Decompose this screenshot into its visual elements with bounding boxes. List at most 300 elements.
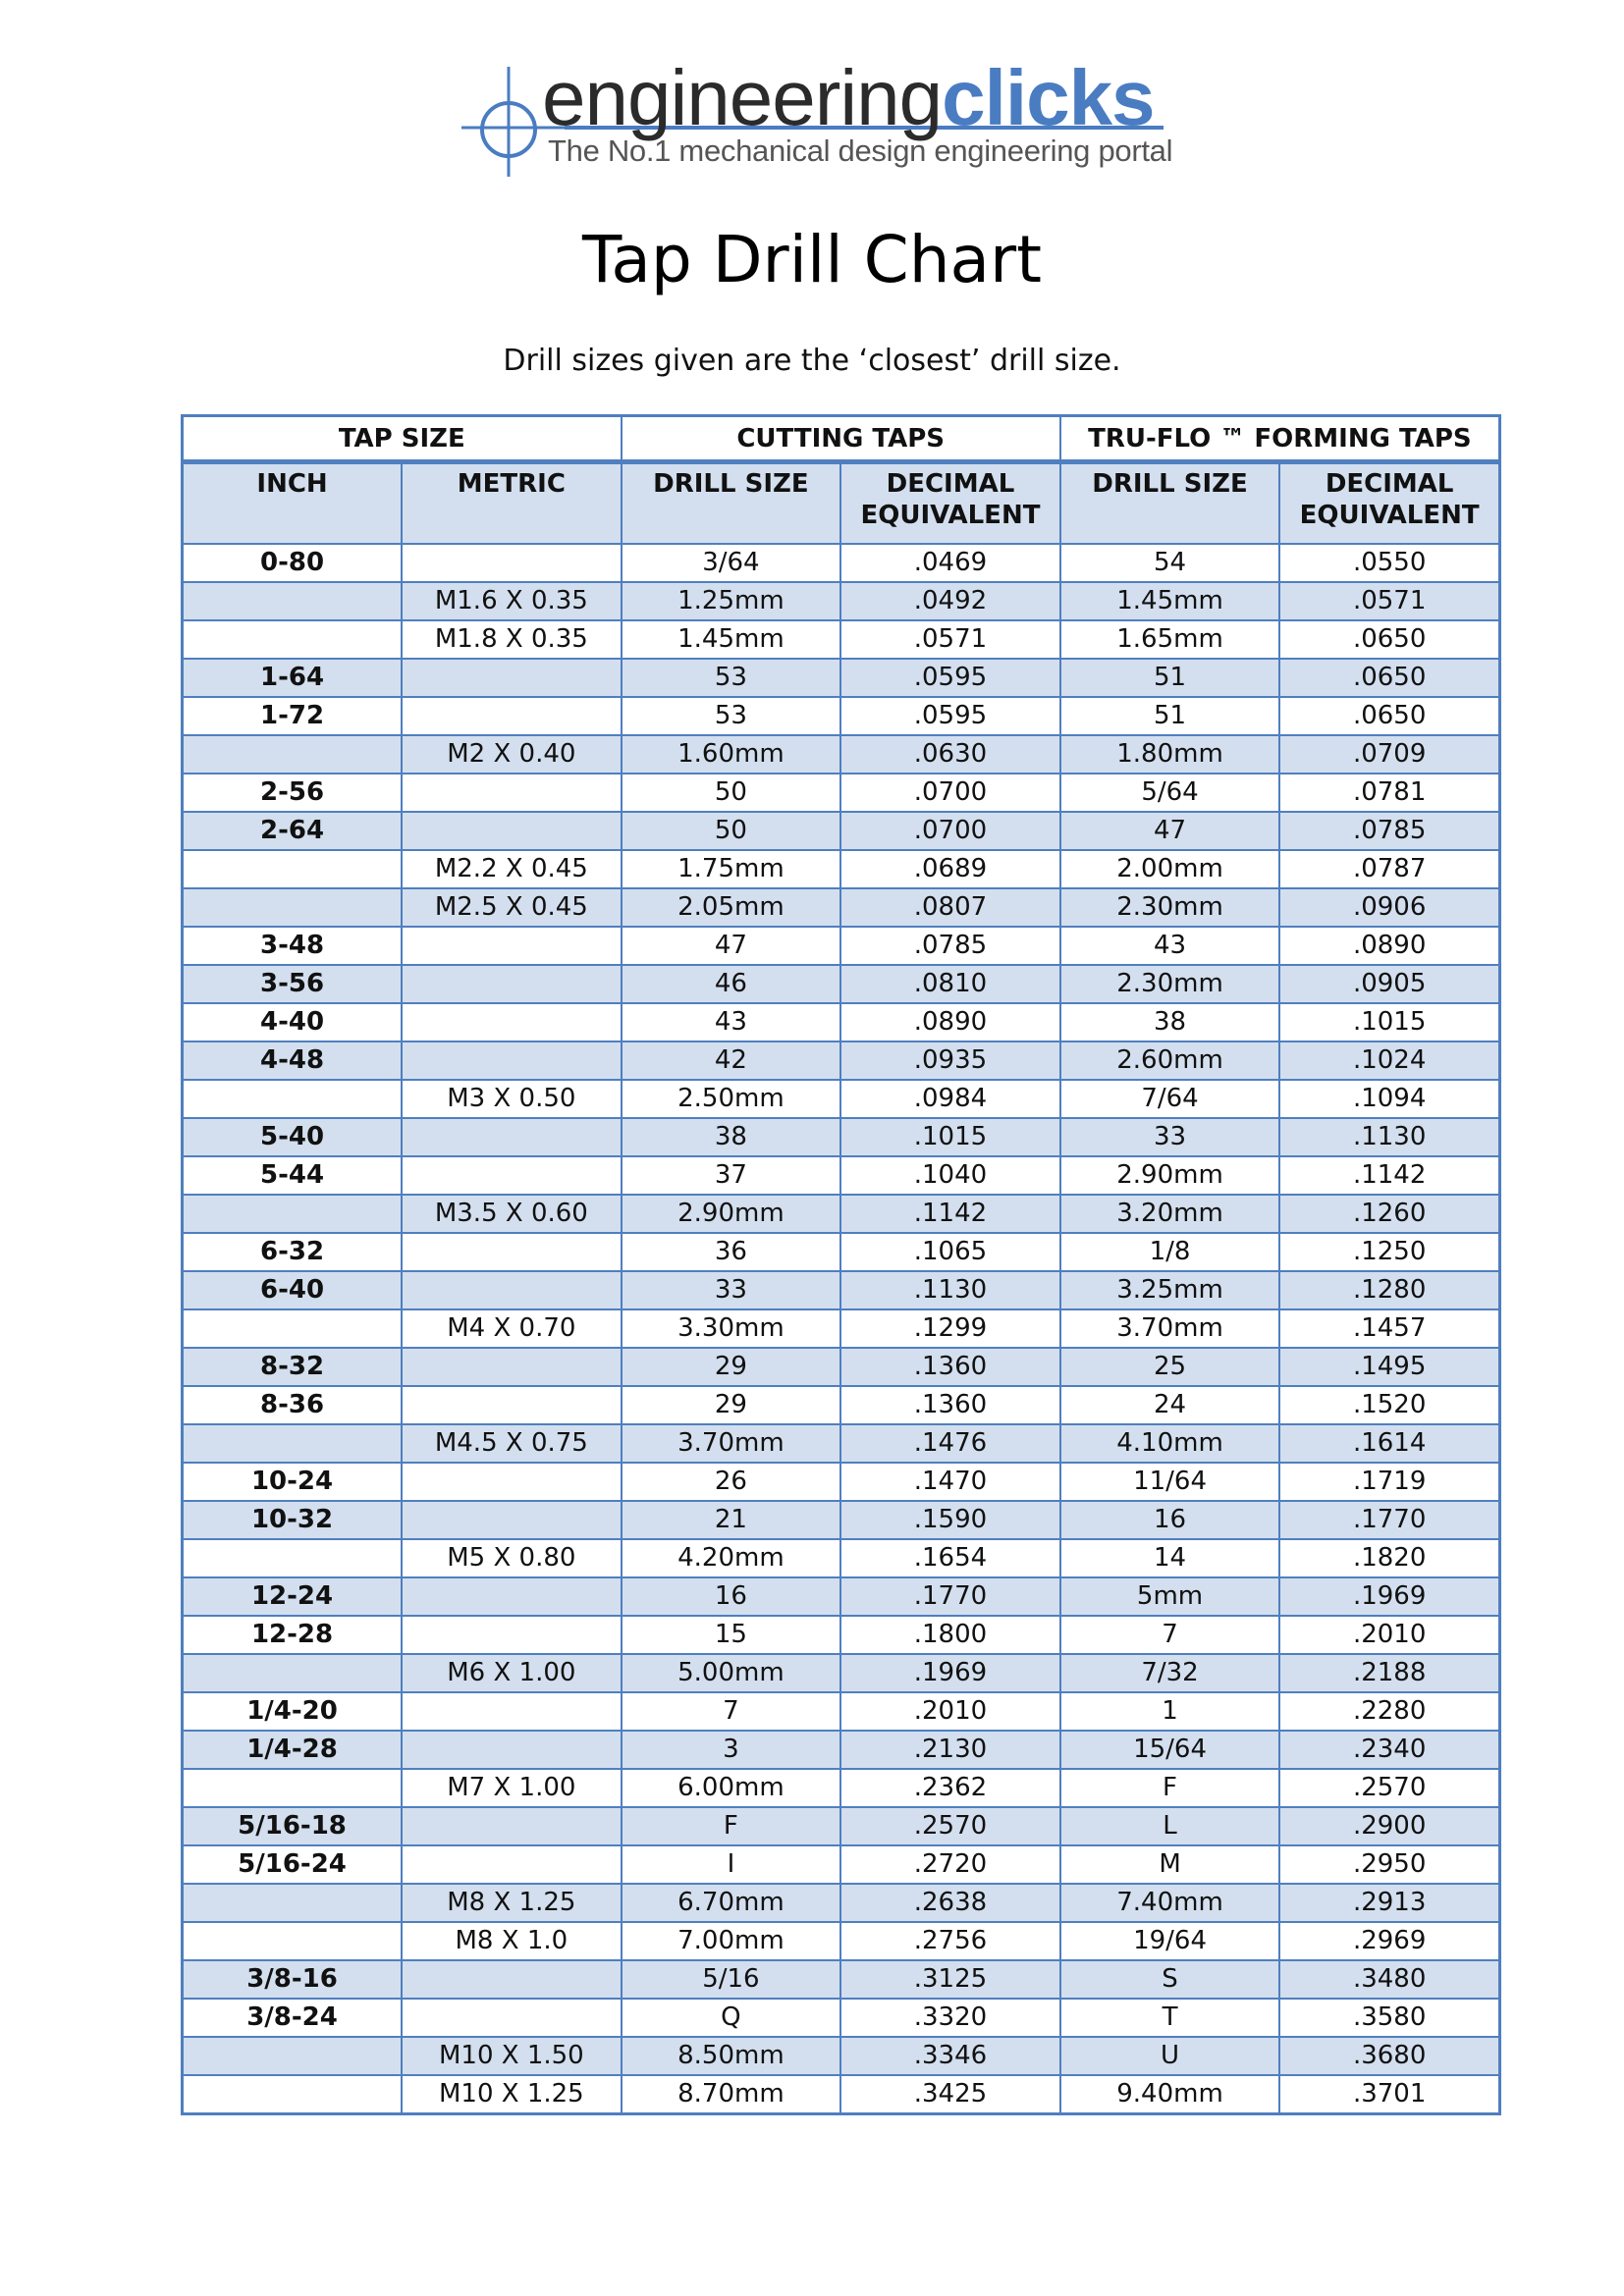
cell-cutting-decimal: .1470 [840, 1463, 1060, 1501]
cell-metric [402, 1577, 622, 1616]
cell-cutting-decimal: .1015 [840, 1118, 1060, 1156]
cell-cutting-decimal: .2638 [840, 1884, 1060, 1922]
cell-forming-drill-size: 7/32 [1060, 1654, 1280, 1692]
cell-inch: 4-48 [183, 1041, 403, 1080]
table-row [183, 1348, 1500, 1386]
table-row [183, 1616, 1500, 1654]
cell-inch: 6-32 [183, 1233, 403, 1271]
cell-cutting-drill-size: 3/64 [622, 544, 841, 582]
cell-cutting-drill-size: 16 [622, 1577, 841, 1616]
cell-forming-drill-size: 2.90mm [1060, 1156, 1280, 1195]
cell-metric: M6 X 1.00 [402, 1654, 622, 1692]
cell-cutting-decimal: .2362 [840, 1769, 1060, 1807]
cell-cutting-drill-size: 2.90mm [622, 1195, 841, 1233]
cell-cutting-drill-size: 1.25mm [622, 582, 841, 620]
table-row [183, 965, 1500, 1003]
cell-forming-drill-size: 5mm [1060, 1577, 1280, 1616]
table-row [183, 697, 1500, 735]
cell-metric [402, 1999, 622, 2037]
cell-cutting-decimal: .3125 [840, 1960, 1060, 1999]
cell-metric: M5 X 0.80 [402, 1539, 622, 1577]
cell-inch [183, 888, 403, 927]
cell-metric: M4.5 X 0.75 [402, 1424, 622, 1463]
cell-forming-drill-size: 5/64 [1060, 774, 1280, 812]
cell-forming-decimal: .0906 [1279, 888, 1499, 927]
cell-cutting-decimal: .0469 [840, 544, 1060, 582]
cell-metric [402, 697, 622, 735]
cell-metric: M10 X 1.50 [402, 2037, 622, 2075]
cell-inch [183, 735, 403, 774]
cell-cutting-drill-size: I [622, 1845, 841, 1884]
group-header-forming-taps: TRU-FLO ™ FORMING TAPS [1060, 416, 1500, 462]
cell-cutting-drill-size: 7.00mm [622, 1922, 841, 1960]
cell-cutting-drill-size: 21 [622, 1501, 841, 1539]
cell-forming-decimal: .3480 [1279, 1960, 1499, 1999]
cell-cutting-decimal: .0595 [840, 697, 1060, 735]
cell-forming-decimal: .0571 [1279, 582, 1499, 620]
cell-metric [402, 1692, 622, 1731]
cell-forming-drill-size: 2.00mm [1060, 850, 1280, 888]
col-header-forming-drill-size: DRILL SIZE [1060, 462, 1280, 545]
cell-forming-drill-size: 51 [1060, 659, 1280, 697]
cell-inch: 2-64 [183, 812, 403, 850]
cell-forming-drill-size: 24 [1060, 1386, 1280, 1424]
table-row [183, 927, 1500, 965]
table-row [183, 1463, 1500, 1501]
cell-forming-drill-size: 7/64 [1060, 1080, 1280, 1118]
cell-forming-decimal: .0550 [1279, 544, 1499, 582]
cell-cutting-decimal: .0571 [840, 620, 1060, 659]
cell-metric: M10 X 1.25 [402, 2075, 622, 2114]
cell-forming-decimal: .1719 [1279, 1463, 1499, 1501]
cell-cutting-drill-size: 53 [622, 697, 841, 735]
table-row [183, 1386, 1500, 1424]
group-header-cutting-taps: CUTTING TAPS [622, 416, 1060, 462]
cell-inch: 2-56 [183, 774, 403, 812]
table-row [183, 1118, 1500, 1156]
table-row [183, 850, 1500, 888]
cell-forming-decimal: .1457 [1279, 1309, 1499, 1348]
cell-forming-decimal: .0787 [1279, 850, 1499, 888]
table-row [183, 888, 1500, 927]
cell-cutting-decimal: .2570 [840, 1807, 1060, 1845]
cell-inch: 6-40 [183, 1271, 403, 1309]
cell-forming-decimal: .0650 [1279, 620, 1499, 659]
cell-metric: M2.5 X 0.45 [402, 888, 622, 927]
cell-metric [402, 1156, 622, 1195]
cell-metric: M1.8 X 0.35 [402, 620, 622, 659]
cell-cutting-drill-size: 4.20mm [622, 1539, 841, 1577]
table-row [183, 1807, 1500, 1845]
cell-inch: 1/4-28 [183, 1731, 403, 1769]
cell-inch: 4-40 [183, 1003, 403, 1041]
cell-metric [402, 1731, 622, 1769]
cell-forming-drill-size: 1.80mm [1060, 735, 1280, 774]
cell-cutting-drill-size: 1.45mm [622, 620, 841, 659]
cell-forming-drill-size: F [1060, 1769, 1280, 1807]
cell-forming-decimal: .2280 [1279, 1692, 1499, 1731]
cell-inch [183, 1884, 403, 1922]
cell-forming-decimal: .1094 [1279, 1080, 1499, 1118]
cell-forming-decimal: .3680 [1279, 2037, 1499, 2075]
table-row [183, 1003, 1500, 1041]
table-row [183, 1156, 1500, 1195]
table-row [183, 2075, 1500, 2114]
cell-inch: 5/16-24 [183, 1845, 403, 1884]
cell-cutting-decimal: .0689 [840, 850, 1060, 888]
cell-forming-drill-size: 4.10mm [1060, 1424, 1280, 1463]
table-row [183, 659, 1500, 697]
cell-inch: 12-24 [183, 1577, 403, 1616]
cell-forming-decimal: .1250 [1279, 1233, 1499, 1271]
cell-forming-drill-size: 9.40mm [1060, 2075, 1280, 2114]
cell-inch [183, 1195, 403, 1233]
group-header-tap-size: TAP SIZE [183, 416, 622, 462]
cell-cutting-decimal: .1065 [840, 1233, 1060, 1271]
cell-cutting-drill-size: 7 [622, 1692, 841, 1731]
cell-cutting-drill-size: 46 [622, 965, 841, 1003]
table-row [183, 1731, 1500, 1769]
cell-forming-decimal: .1820 [1279, 1539, 1499, 1577]
cell-cutting-decimal: .1299 [840, 1309, 1060, 1348]
cell-cutting-decimal: .1360 [840, 1386, 1060, 1424]
cell-forming-drill-size: 19/64 [1060, 1922, 1280, 1960]
cell-cutting-decimal: .1040 [840, 1156, 1060, 1195]
cell-forming-drill-size: U [1060, 2037, 1280, 2075]
cell-forming-decimal: .2969 [1279, 1922, 1499, 1960]
table-row [183, 1501, 1500, 1539]
cell-cutting-drill-size: 3.70mm [622, 1424, 841, 1463]
logo-word-clicks: clicks [942, 54, 1155, 141]
cell-cutting-drill-size: 5.00mm [622, 1654, 841, 1692]
cell-forming-decimal: .2900 [1279, 1807, 1499, 1845]
cell-metric [402, 1845, 622, 1884]
cell-cutting-drill-size: 3 [622, 1731, 841, 1769]
cell-cutting-decimal: .1130 [840, 1271, 1060, 1309]
cell-forming-decimal: .1969 [1279, 1577, 1499, 1616]
cell-cutting-decimal: .1476 [840, 1424, 1060, 1463]
cell-inch: 3/8-16 [183, 1960, 403, 1999]
cell-inch: 10-24 [183, 1463, 403, 1501]
table-row [183, 812, 1500, 850]
cell-inch [183, 1424, 403, 1463]
cell-cutting-decimal: .1142 [840, 1195, 1060, 1233]
table-row [183, 1309, 1500, 1348]
column-header-row [183, 462, 1500, 545]
group-header-row [183, 416, 1500, 462]
cell-cutting-drill-size: 50 [622, 774, 841, 812]
cell-forming-drill-size: 38 [1060, 1003, 1280, 1041]
cell-inch: 1-64 [183, 659, 403, 697]
cell-metric [402, 812, 622, 850]
cell-forming-drill-size: 14 [1060, 1539, 1280, 1577]
cell-metric [402, 927, 622, 965]
cell-cutting-drill-size: 6.70mm [622, 1884, 841, 1922]
table-row [183, 774, 1500, 812]
cell-metric: M2.2 X 0.45 [402, 850, 622, 888]
page-title: Tap Drill Chart [581, 222, 1043, 297]
cell-inch [183, 1539, 403, 1577]
cell-cutting-decimal: .0700 [840, 812, 1060, 850]
cell-cutting-drill-size: 1.75mm [622, 850, 841, 888]
table-row [183, 1577, 1500, 1616]
table-row [183, 1845, 1500, 1884]
cell-forming-drill-size: M [1060, 1845, 1280, 1884]
cell-forming-drill-size: 3.70mm [1060, 1309, 1280, 1348]
cell-cutting-drill-size: 36 [622, 1233, 841, 1271]
cell-inch: 1-72 [183, 697, 403, 735]
cell-forming-drill-size: 2.60mm [1060, 1041, 1280, 1080]
table-row [183, 1080, 1500, 1118]
cell-cutting-decimal: .0935 [840, 1041, 1060, 1080]
cell-metric [402, 1616, 622, 1654]
cell-cutting-decimal: .1654 [840, 1539, 1060, 1577]
col-header-metric: METRIC [402, 462, 622, 545]
cell-cutting-decimal: .2130 [840, 1731, 1060, 1769]
cell-inch: 0-80 [183, 544, 403, 582]
cell-inch: 8-36 [183, 1386, 403, 1424]
cell-forming-drill-size: 7 [1060, 1616, 1280, 1654]
cell-metric [402, 1041, 622, 1080]
table-row [183, 1654, 1500, 1692]
cell-cutting-decimal: .0890 [840, 1003, 1060, 1041]
cell-forming-decimal: .0709 [1279, 735, 1499, 774]
cell-metric: M4 X 0.70 [402, 1309, 622, 1348]
cell-cutting-decimal: .0630 [840, 735, 1060, 774]
table-row [183, 1539, 1500, 1577]
cell-inch: 1/4-20 [183, 1692, 403, 1731]
table-row [183, 1195, 1500, 1233]
cell-inch: 5/16-18 [183, 1807, 403, 1845]
engineeringclicks-logo [461, 49, 1178, 182]
cell-cutting-decimal: .2720 [840, 1845, 1060, 1884]
cell-cutting-decimal: .2756 [840, 1922, 1060, 1960]
cell-cutting-decimal: .1969 [840, 1654, 1060, 1692]
table-row [183, 1233, 1500, 1271]
cell-inch: 8-32 [183, 1348, 403, 1386]
cell-metric [402, 1501, 622, 1539]
cell-cutting-drill-size: 8.70mm [622, 2075, 841, 2114]
cell-forming-decimal: .1015 [1279, 1003, 1499, 1041]
cell-forming-decimal: .1770 [1279, 1501, 1499, 1539]
cell-inch: 3/8-24 [183, 1999, 403, 2037]
cell-forming-decimal: .0785 [1279, 812, 1499, 850]
cell-inch [183, 1922, 403, 1960]
cell-forming-decimal: .0890 [1279, 927, 1499, 965]
cell-forming-drill-size: L [1060, 1807, 1280, 1845]
table-row [183, 544, 1500, 582]
cell-inch: 12-28 [183, 1616, 403, 1654]
table-row [183, 620, 1500, 659]
cell-inch: 3-48 [183, 927, 403, 965]
cell-forming-decimal: .3580 [1279, 1999, 1499, 2037]
cell-metric [402, 965, 622, 1003]
cell-cutting-decimal: .0595 [840, 659, 1060, 697]
cell-forming-drill-size: T [1060, 1999, 1280, 2037]
table-row [183, 1424, 1500, 1463]
cell-cutting-drill-size: 29 [622, 1348, 841, 1386]
cell-cutting-drill-size: 1.60mm [622, 735, 841, 774]
cell-metric [402, 544, 622, 582]
table-row [183, 1999, 1500, 2037]
cell-inch [183, 2037, 403, 2075]
cell-cutting-decimal: .0700 [840, 774, 1060, 812]
cell-metric [402, 1807, 622, 1845]
cell-cutting-decimal: .1360 [840, 1348, 1060, 1386]
cell-metric: M3 X 0.50 [402, 1080, 622, 1118]
table-row [183, 1922, 1500, 1960]
col-header-cutting-decimal: DECIMAL EQUIVALENT [840, 462, 1060, 545]
cell-cutting-decimal: .0785 [840, 927, 1060, 965]
cell-forming-decimal: .1495 [1279, 1348, 1499, 1386]
cell-inch: 10-32 [183, 1501, 403, 1539]
cell-forming-drill-size: 7.40mm [1060, 1884, 1280, 1922]
cell-cutting-drill-size: 15 [622, 1616, 841, 1654]
cell-cutting-drill-size: 38 [622, 1118, 841, 1156]
cell-forming-decimal: .2950 [1279, 1845, 1499, 1884]
cell-inch [183, 620, 403, 659]
cell-forming-decimal: .2010 [1279, 1616, 1499, 1654]
cell-metric [402, 1233, 622, 1271]
table-row [183, 1271, 1500, 1309]
cell-forming-drill-size: 43 [1060, 927, 1280, 965]
cell-cutting-drill-size: Q [622, 1999, 841, 2037]
cell-forming-decimal: .3701 [1279, 2075, 1499, 2114]
tap-drill-table [181, 414, 1501, 2115]
cell-forming-drill-size: 3.25mm [1060, 1271, 1280, 1309]
col-header-cutting-drill-size: DRILL SIZE [622, 462, 841, 545]
cell-forming-drill-size: 25 [1060, 1348, 1280, 1386]
cell-cutting-decimal: .1590 [840, 1501, 1060, 1539]
table-row [183, 1960, 1500, 1999]
cell-cutting-drill-size: 6.00mm [622, 1769, 841, 1807]
cell-forming-decimal: .0650 [1279, 659, 1499, 697]
cell-forming-decimal: .1280 [1279, 1271, 1499, 1309]
cell-forming-decimal: .0650 [1279, 697, 1499, 735]
cell-forming-drill-size: 16 [1060, 1501, 1280, 1539]
cell-forming-decimal: .1520 [1279, 1386, 1499, 1424]
cell-cutting-drill-size: 2.05mm [622, 888, 841, 927]
table-row [183, 1041, 1500, 1080]
cell-forming-drill-size: 3.20mm [1060, 1195, 1280, 1233]
cell-metric [402, 1118, 622, 1156]
table-row [183, 1692, 1500, 1731]
cell-metric: M1.6 X 0.35 [402, 582, 622, 620]
cell-forming-drill-size: 54 [1060, 544, 1280, 582]
cell-cutting-drill-size: 43 [622, 1003, 841, 1041]
cell-cutting-decimal: .0810 [840, 965, 1060, 1003]
cell-cutting-drill-size: 5/16 [622, 1960, 841, 1999]
cell-metric [402, 659, 622, 697]
cell-cutting-drill-size: 29 [622, 1386, 841, 1424]
cell-cutting-drill-size: 42 [622, 1041, 841, 1080]
cell-cutting-decimal: .0807 [840, 888, 1060, 927]
page-subtitle: Drill sizes given are the ‘closest’ drill size. [503, 344, 1121, 378]
cell-cutting-drill-size: 3.30mm [622, 1309, 841, 1348]
cell-cutting-drill-size: 26 [622, 1463, 841, 1501]
cell-cutting-decimal: .0492 [840, 582, 1060, 620]
cell-cutting-decimal: .3346 [840, 2037, 1060, 2075]
cell-forming-drill-size: 33 [1060, 1118, 1280, 1156]
cell-forming-drill-size: 15/64 [1060, 1731, 1280, 1769]
cell-metric [402, 774, 622, 812]
cell-forming-drill-size: 51 [1060, 697, 1280, 735]
cell-metric: M2 X 0.40 [402, 735, 622, 774]
table-body [183, 544, 1500, 2114]
cell-inch [183, 2075, 403, 2114]
cell-inch [183, 1769, 403, 1807]
cell-forming-drill-size: 47 [1060, 812, 1280, 850]
cell-metric [402, 1348, 622, 1386]
cell-inch: 5-40 [183, 1118, 403, 1156]
cell-cutting-decimal: .3320 [840, 1999, 1060, 2037]
cell-forming-drill-size: 1/8 [1060, 1233, 1280, 1271]
cell-cutting-decimal: .2010 [840, 1692, 1060, 1731]
cell-cutting-drill-size: 50 [622, 812, 841, 850]
cell-forming-decimal: .1614 [1279, 1424, 1499, 1463]
cell-forming-drill-size: 1.65mm [1060, 620, 1280, 659]
cell-forming-drill-size: 1.45mm [1060, 582, 1280, 620]
cell-metric: M7 X 1.00 [402, 1769, 622, 1807]
cell-inch [183, 1080, 403, 1118]
cell-metric: M8 X 1.0 [402, 1922, 622, 1960]
table-row [183, 2037, 1500, 2075]
cell-cutting-decimal: .1800 [840, 1616, 1060, 1654]
cell-inch [183, 1654, 403, 1692]
cell-forming-decimal: .2570 [1279, 1769, 1499, 1807]
cell-inch [183, 1309, 403, 1348]
cell-metric [402, 1960, 622, 1999]
logo-word-engineering: engineering [542, 54, 943, 141]
cell-forming-drill-size: 2.30mm [1060, 888, 1280, 927]
cell-forming-decimal: .0905 [1279, 965, 1499, 1003]
cell-cutting-drill-size: 47 [622, 927, 841, 965]
cell-forming-decimal: .1142 [1279, 1156, 1499, 1195]
cell-metric: M8 X 1.25 [402, 1884, 622, 1922]
table-row [183, 1769, 1500, 1807]
cell-forming-decimal: .1260 [1279, 1195, 1499, 1233]
cell-cutting-drill-size: 8.50mm [622, 2037, 841, 2075]
cell-forming-decimal: .2913 [1279, 1884, 1499, 1922]
cell-cutting-drill-size: 37 [622, 1156, 841, 1195]
cell-inch: 5-44 [183, 1156, 403, 1195]
cell-forming-decimal: .2188 [1279, 1654, 1499, 1692]
col-header-inch: INCH [183, 462, 403, 545]
logo-wordmark [542, 49, 1155, 147]
cell-inch [183, 850, 403, 888]
table-row [183, 582, 1500, 620]
cell-forming-decimal: .0781 [1279, 774, 1499, 812]
cell-cutting-drill-size: 33 [622, 1271, 841, 1309]
cell-metric [402, 1003, 622, 1041]
cell-forming-decimal: .1130 [1279, 1118, 1499, 1156]
cell-forming-drill-size: 2.30mm [1060, 965, 1280, 1003]
cell-metric [402, 1386, 622, 1424]
cell-cutting-drill-size: 2.50mm [622, 1080, 841, 1118]
logo-tagline: The No.1 mechanical design engineering portal [548, 133, 1173, 168]
table-row [183, 735, 1500, 774]
cell-cutting-drill-size: F [622, 1807, 841, 1845]
cell-forming-drill-size: 1 [1060, 1692, 1280, 1731]
cell-metric: M3.5 X 0.60 [402, 1195, 622, 1233]
cell-inch [183, 582, 403, 620]
cell-inch: 3-56 [183, 965, 403, 1003]
col-header-forming-decimal: DECIMAL EQUIVALENT [1279, 462, 1499, 545]
cell-metric [402, 1271, 622, 1309]
cell-cutting-drill-size: 53 [622, 659, 841, 697]
cell-forming-drill-size: S [1060, 1960, 1280, 1999]
cell-forming-decimal: .1024 [1279, 1041, 1499, 1080]
